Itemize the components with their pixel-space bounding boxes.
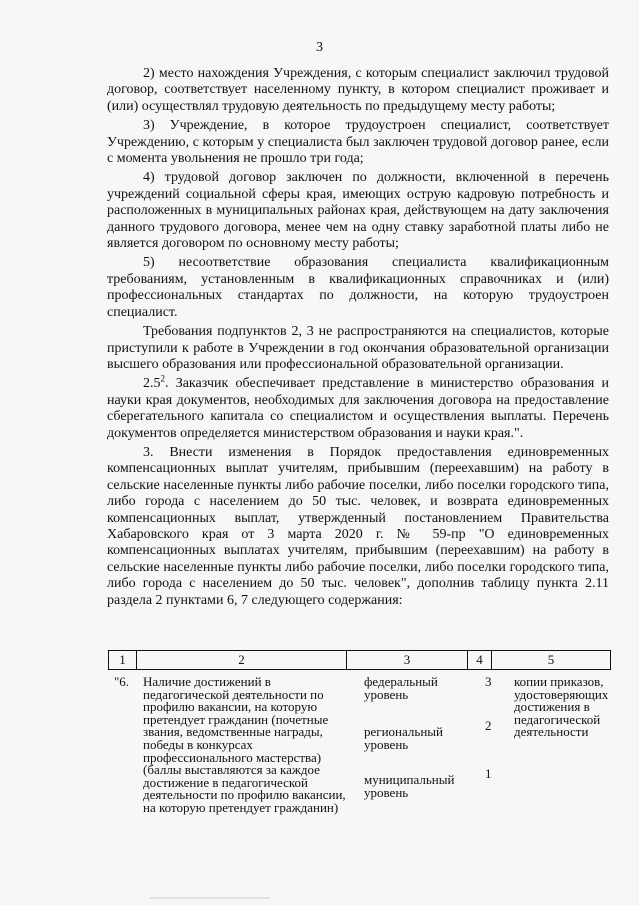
table-header-col-5: 5	[547, 652, 555, 667]
table-row-documents: копии приказов, удостоверяющих достижения в педагогической деятельности	[514, 674, 609, 740]
paragraph-amendment: 3. Внести изменения в Порядок предоставления единовременных компенсационных выплат учителям, прибывшим (переехавшим) на работу в сельские населенные пункты либо рабочие поселки, либо поселки городского типа, либо города с населением до 50 тыс. человек, и возврата единовременных компенсационных выплат, утвержденный постановлением Правительства Хабаровского края от 3 марта 2020 г. № 59-пр "О единовременных компенсационных выплатах учителям, прибывшим (переехавшим) на работу в сельские населенные пункты либо рабочие поселки, либо поселки городского типа, либо города с населением до 50 тыс. человек", дополнив таблицу пункта 2.11 раздела 2 пунктами 6, 7 следующего содержания:	[107, 444, 609, 608]
score-municipal: 1	[485, 766, 492, 781]
table-header-col-3: 3	[347, 651, 468, 669]
table-header-row	[108, 650, 611, 670]
level-federal: федеральный уровень	[364, 674, 438, 702]
scan-artifact	[150, 897, 270, 899]
table-row-description: Наличие достижений в педагогической деятельности по профилю вакансии, на которую претендует гражданин (почетные звания, ведомственные награды, победы в конкурсах профессионального мастерства) (баллы выставляются за каждое достижение в педагогической деятельности по профилю вакансии, на которую претендует гражданин)	[143, 674, 346, 815]
paragraph-requirements-note: Требования подпунктов 2, 3 не распространяются на специалистов, которые приступили к работе в Учреждении в год окончания образовательной организации высшего образования или профессиональной образовательной организации.	[107, 324, 609, 372]
document-body	[107, 66, 609, 609]
clause-2-5	[107, 373, 609, 442]
paragraph-item-2: 2) место нахождения Учреждения, с которым специалист заключил трудовой договор, соответствует населенному пункту, в котором специалист проживает и (или) осуществлял трудовую деятельность по предыдущему месту работы;	[107, 66, 609, 114]
clause-text: . Заказчик обеспечивает представление в министерство образования и науки края документов, необходимых для заключения договора на предоставление сберегательного капитала со специалистом и осуществления выплаты. Перечень документов определяется министерством образования и науки края.".	[107, 376, 609, 441]
clause-number: 2.5	[143, 376, 161, 392]
table-header-col-4: 4	[468, 651, 492, 669]
table-row-number: "6.	[114, 674, 130, 689]
paragraph-item-4: 4) трудовой договор заключен по должности, включенной в перечень учреждений социальной сферы края, имеющих острую кадровую потребность и расположенных в муниципальных районах края, действующем на дату заключения данного трудового договора, менее чем на одну ставку заработной платы либо не является договором по основному месту работы;	[107, 170, 609, 252]
paragraph-item-3: 3) Учреждение, в которое трудоустроен специалист, соответствует Учреждению, с которым у специалиста был заключен трудовой договор ранее, если с момента увольнения не прошло три года;	[107, 118, 609, 167]
table-header-col-1: 1	[109, 651, 137, 669]
clause-superscript: 2	[160, 373, 165, 384]
score-federal: 3	[485, 674, 492, 689]
paragraph-item-5: 5) несоответствие образования специалиста квалификационным требованиям, установленным в квалификационных справочниках и (или) профессиональных стандартах по должности, на которую трудоустроен специалист.	[107, 255, 609, 320]
level-regional: региональный уровень	[364, 724, 443, 752]
table-header-col-2: 2	[137, 651, 347, 669]
page-number: 3	[316, 40, 323, 55]
level-municipal: муниципальный уровень	[364, 772, 455, 800]
score-regional: 2	[485, 718, 492, 733]
